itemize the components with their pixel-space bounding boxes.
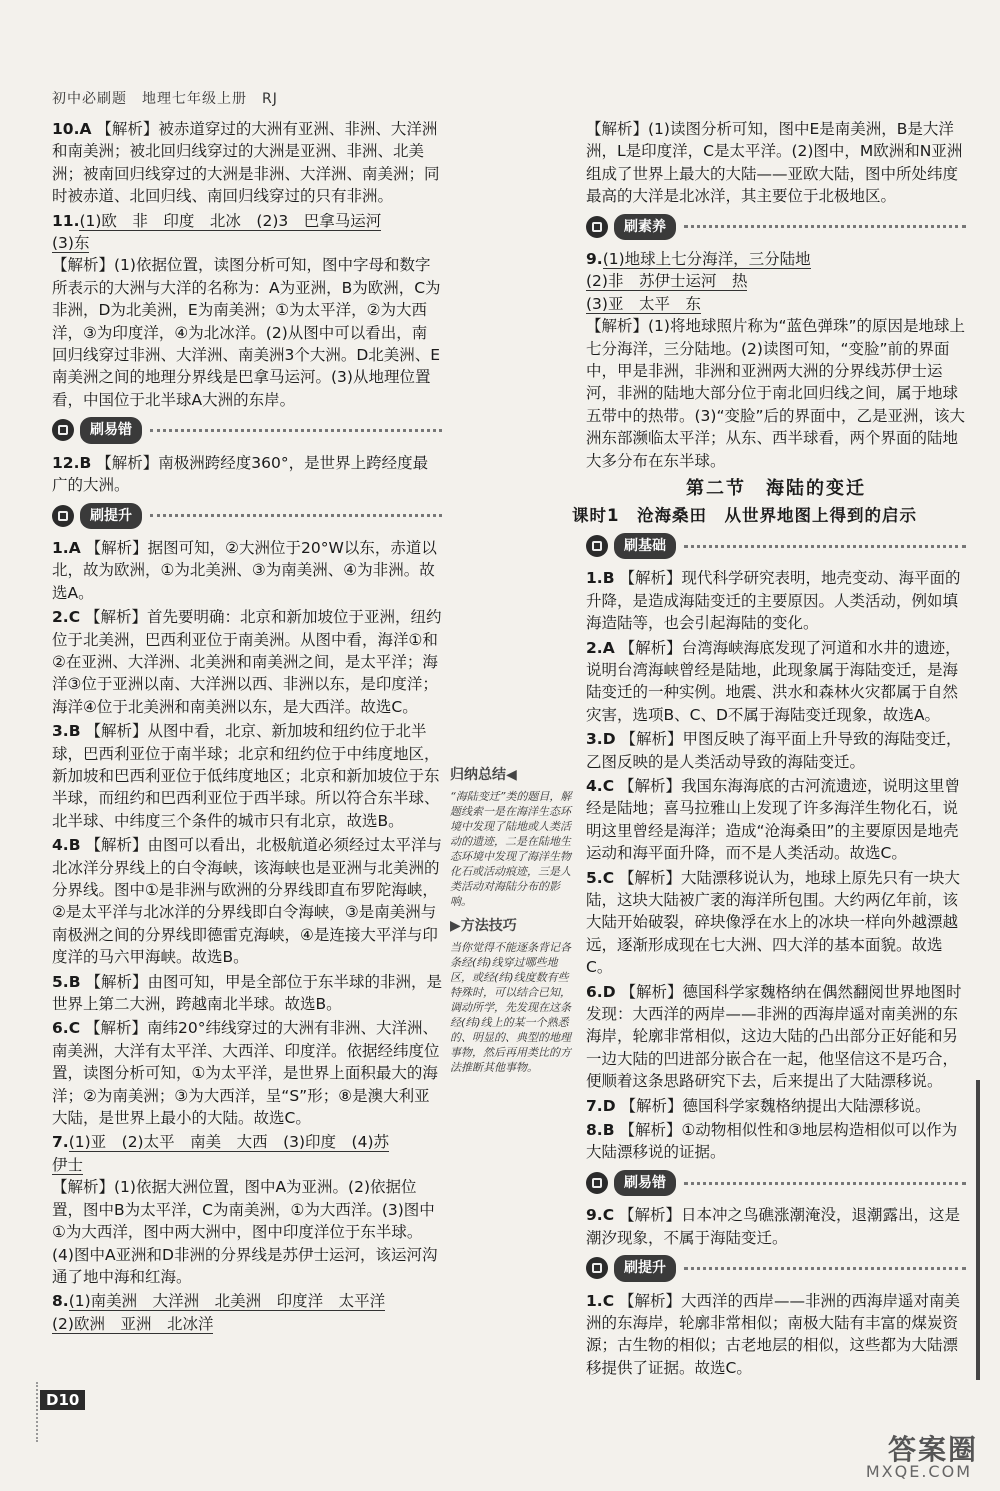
tip-note-summary: “海陆变迁”类的题目，解题线索一是在海洋生态环境中发现了陆地或人类活动的遗迹，二是在陆地生态环境中发现了海洋生物化石或活动痕迹，三是人类活动对海陆分布的影响。	[450, 790, 572, 908]
watermark-url: MXQE.COM	[865, 1462, 972, 1481]
right-column	[572, 118, 966, 1381]
answer-r4: 4.C 【解析】我国东海海底的古河流遗迹，说明这里曾经是陆地；喜马拉雅山上发现了许多海洋生物化石，说明这里曾经是海洋；造成“沧海桑田”的主要原因是地壳运动和海平面升降，而不是人类活动。故选C。	[586, 776, 961, 863]
answer-r1: 1.B 【解析】现代科学研究表明，地壳变动、海平面的升降，是造成海陆变迁的主要原因。人类活动，例如填海造陆等，也会引起海陆的变化。	[586, 569, 961, 633]
answer-11: 11.(1)欧 非 印度 北冰 (2)3 巴拿马运河 (3)东 【解析】(1)依据位置，读图分析可知，图中字母和数字所表示的大洲与大洋的名称为：A为亚洲，B为欧洲，C为非洲，D为北美洲，E为南美洲；①为太平洋，②为大西洋，③为印度洋，④为北冰洋。(2)从图中可以看出，南回归线穿过非洲、大洋洲、南美洲3个大洲。D北美洲、E南美洲之间的地理分界线是巴拿马运河。(3)从地理位置看，中国位于北半球A大洲的东岸。	[52, 211, 441, 409]
brush-icon	[52, 505, 74, 527]
answer-r8: 8.B 【解析】①动物相似性和③地层构造相似可以作为大陆漂移说的证据。	[586, 1121, 958, 1162]
tips-sidebar	[450, 768, 578, 1085]
section-title: 第二节 海陆的变迁	[686, 478, 866, 500]
tip-note-method: 当你觉得不能逐条背记各条经(纬)线穿过哪些地区，或经(纬)线度数有些特殊时，可以结合已知，调动所学，先发现在这条经(纬)线上的某一个熟悉的、明显的、典型的地理事物，然后再用类比的方法推断其他事物。	[450, 941, 571, 1074]
answer-12: 12.B 【解析】南极洲跨经度360°，是世界上跨经度最广的大洲。	[52, 453, 429, 495]
tip-tag-method: ▶方法技巧	[450, 918, 517, 934]
brush-icon	[586, 1172, 608, 1194]
running-header: 初中必刷题 地理七年级上册 RJ	[52, 91, 278, 107]
answer-8: 8.(1)南美洲 大洋洲 北美洲 印度洋 太平洋 (2)欧洲 亚洲 北冰洋	[52, 1292, 386, 1333]
brush-icon	[586, 535, 608, 557]
answer-r3: 3.D 【解析】甲图反映了海平面上升导致的海陆变迁，乙图反映的是人类活动导致的海陆变迁。	[586, 730, 962, 771]
answer-8-continued: 【解析】(1)读图分析可知，图中E是南美洲，B是大洋洲，L是印度洋，C是太平洋。(2)图中，M欧洲和N亚洲组成了世界上最大的大陆——亚欧大陆，图中所处纬度最高的大洋是北冰洋，其主要位于北极地区。	[586, 120, 963, 206]
brush-icon	[586, 216, 608, 238]
answer-5: 5.B 【解析】由图可知，甲是全部位于东半球的非洲，是世界上第二大洲，跨越南北半球。故选B。	[52, 972, 442, 1014]
answer-2: 2.C 【解析】首先要明确：北京和新加坡位于亚洲，纽约位于北美洲，巴西利亚位于南美洲。从图中看，海洋①和②在亚洲、大洋洲、北美洲和南美洲之间，是太平洋；海洋③位于亚洲以南、大洋洲以西、非洲以东，是印度洋；海洋④位于北美洲和南美洲以东，是大西洋。故选C。	[52, 608, 442, 716]
section-badge-suyang: 刷素养	[586, 214, 966, 240]
answer-r5: 5.C 【解析】大陆漂移说认为，地球上原先只有一块大陆，这块大陆被广袤的海洋所包围。大约两亿年前，该大陆开始破裂，碎块像浮在水上的冰块一样向外越漂越远，逐渐形成现在七大洲、四大洋的基本面貌。故选C。	[586, 868, 961, 977]
answer-9: 9.(1)地球上七分海洋，三分陆地 (2)非 苏伊士运河 热 (3)亚 太平 东 【解析】(1)将地球照片称为“蓝色弹珠”的原因是地球上七分海洋，三分陆地。(2)读图可知，“变脸”前的界面中，甲是非洲，非洲和亚洲两大洲的分界线苏伊士运河，非洲的陆地大部分位于南北回归线之间，属于地球五带中的热带。(3)“变脸”后的界面中，乙是亚洲，该大洲东部濒临太平洋；从东、西半球看，两个界面的陆地大多分布在东半球。	[586, 250, 966, 470]
page-edge-shadow	[976, 1080, 980, 1380]
brush-icon	[52, 419, 74, 441]
answer-r6: 6.D 【解析】德国科学家魏格纳在偶然翻阅世界地图时发现：大西洋的两岸——非洲的西海岸遥对南美洲的东海岸，轮廓非常相似，这边大陆的凸出部分正好能和另一边大陆的凹进部分嵌合在一起，他坚信这不是巧合，便顺着这条思路研究下去，后来提出了大陆漂移说。	[586, 982, 962, 1091]
answer-1: 1.A 【解析】据图可知，②大洲位于20°W以东，赤道以北，故为欧洲，①为北美洲、③为南美洲、④为非洲。故选A。	[52, 538, 437, 602]
lesson-title: 课时1 沧海桑田 从世界地图上得到的启示	[572, 505, 917, 525]
section-badge-tisheng: 刷提升	[52, 503, 442, 529]
brush-icon	[586, 1257, 608, 1279]
answer-3: 3.B 【解析】从图中看，北京、新加坡和纽约位于北半球，巴西利亚位于南半球；北京和纽约位于中纬度地区，新加坡和巴西利亚位于低纬度地区；北京和新加坡位于东半球，而纽约和巴西利亚位于西半球。所以符合东半球、北半球、中纬度三个条件的城市只有北京，故选B。	[52, 722, 440, 830]
answer-10: 10.A 【解析】被赤道穿过的大洲有亚洲、非洲、大洋洲和南美洲；被北回归线穿过的大洲是亚洲、非洲、北美洲；被南回归线穿过的大洲是非洲、大洋洲、南美洲；同时被赤道、北回归线、南回归线穿过的只有非洲。	[52, 120, 440, 206]
answer-4: 4.B 【解析】由图可以看出，北极航道必须经过太平洋与北冰洋分界线上的白令海峡，该海峡也是亚洲与北美洲的分界线。图中①是非洲与欧洲的分界线即直布罗陀海峡，②是太平洋与北冰洋的分界线即白令海峡，③是南美洲与南极洲之间的分界线即德雷克海峡，④是连接大平洋与印度洋的马六甲海峡。故选B。	[52, 836, 442, 967]
answer-6: 6.C 【解析】南纬20°纬线穿过的大洲有非洲、大洋洲、南美洲，大洋有太平洋、大西洋、印度洋。依据经纬度位置，读图分析可知，①为太平洋，是世界上面积最大的海洋；②为南美洲；③为大西洋，呈“S”形；⑧是澳大利亚大陆，是世界上最小的大陆。故选C。	[52, 1019, 440, 1128]
left-column	[52, 118, 442, 1337]
tip-tag-summary: 归纳总结◀	[450, 767, 517, 783]
answer-s1: 1.C 【解析】大西洋的西岸——非洲的西海岸遥对南美洲的东海岸，轮廓非常相似；南极大陆有丰富的煤炭资源；古生物的相似；古老地层的相似，这些都为大陆漂移提供了证据。故选C。	[586, 1291, 961, 1377]
section-badge-yicuo-2: 刷易错	[586, 1170, 966, 1196]
answer-r2: 2.A 【解析】台湾海峡海底发现了河道和水井的遗迹，说明台湾海峡曾经是陆地，此现象属于海陆变迁，是海陆变迁的一种实例。地震、洪水和森林火灾都属于自然灾害，选项B、C、D不属于海陆变迁现象，故选A。	[586, 638, 961, 724]
answer-7: 7.(1)亚 (2)太平 南美 大西 (3)印度 (4)苏 伊士 【解析】(1)依据大洲位置，图中A为亚洲。(2)依据位置，图中B为太平洋，C为南美洲，①为大西洋。(3)图中①为大西洋，图中两大洲中，图中印度洋位于东半球。(4)图中A亚洲和D非洲的分界线是苏伊士运河，该运河沟通了地中海和红海。	[52, 1133, 438, 1286]
section-badge-yicuo: 刷易错	[52, 417, 442, 443]
page-number: D10	[40, 1390, 85, 1410]
section-badge-tisheng-2: 刷提升	[586, 1255, 966, 1281]
answer-r7: 7.D 【解析】德国科学家魏格纳提出大陆漂移说。	[586, 1096, 931, 1115]
section-badge-jichu: 刷基础	[586, 533, 966, 559]
watermark-logo: 答案圈	[887, 1433, 978, 1466]
answer-r9: 9.C 【解析】日本冲之鸟礁涨潮淹没，退潮露出，这是潮汐现象，不属于海陆变迁。	[586, 1206, 961, 1247]
